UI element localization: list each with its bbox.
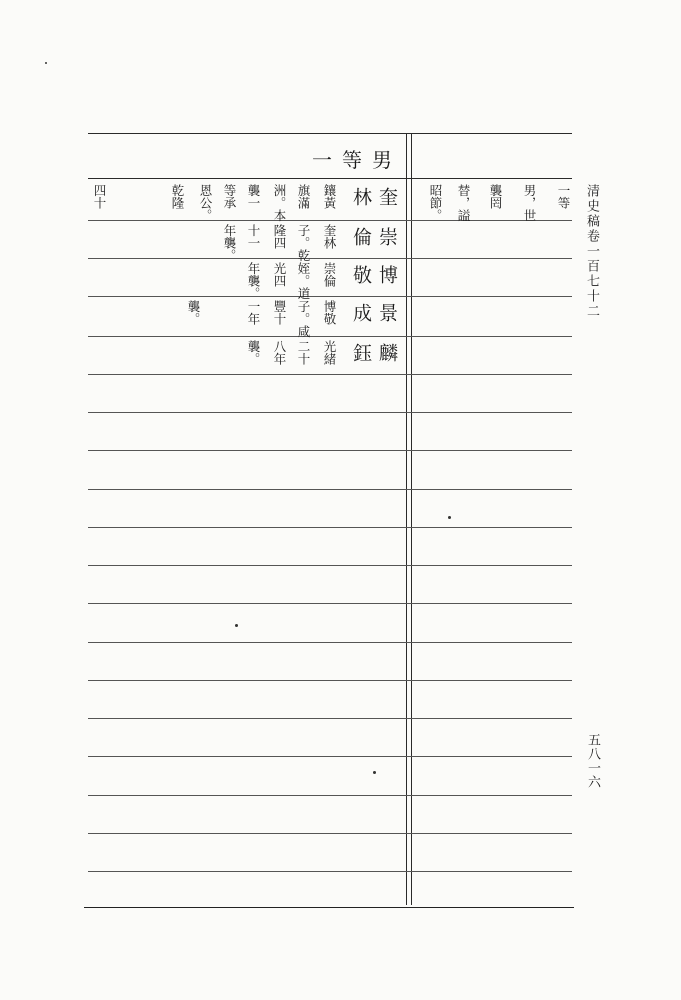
name-char: 景 xyxy=(376,303,398,322)
scan-speck xyxy=(448,516,451,519)
scan-speck xyxy=(235,624,238,627)
table-bottom-border xyxy=(84,907,574,908)
detail-line: 二十 xyxy=(296,340,311,365)
detail-line: 襲一 xyxy=(246,184,261,209)
row-rule xyxy=(88,450,572,451)
scan-speck xyxy=(45,62,47,64)
column-divider xyxy=(406,133,407,905)
right-line: 男，世 xyxy=(522,184,537,222)
name-char: 成 xyxy=(350,303,372,322)
detail-line: 襲。 xyxy=(186,300,201,325)
detail-line: 隆四 xyxy=(272,224,287,249)
scan-speck xyxy=(373,771,376,774)
running-title: 清史稿卷一百七十二 xyxy=(584,184,599,319)
table-row xyxy=(88,258,406,300)
detail-line: 子。咸 xyxy=(296,300,311,338)
name-char: 敬 xyxy=(350,265,372,284)
detail-line: 姪。道 xyxy=(296,262,311,300)
detail-line: 乾隆 xyxy=(170,184,185,209)
row-rule xyxy=(88,871,572,872)
name-char: 鈺 xyxy=(350,343,372,362)
row-rule xyxy=(88,412,572,413)
detail-line: 年襲。 xyxy=(222,224,237,262)
row-rule xyxy=(88,489,572,490)
right-column-entry xyxy=(424,184,570,220)
right-line: 昭節。 xyxy=(428,184,443,222)
table-row xyxy=(88,336,406,374)
detail-line: 旗滿 xyxy=(296,184,311,209)
detail-line: 光四 xyxy=(272,262,287,287)
detail-line: 光緒 xyxy=(322,340,337,365)
detail-line: 洲。本 xyxy=(272,184,287,222)
table-row xyxy=(88,296,406,336)
detail-line: 八年 xyxy=(272,340,287,365)
right-line: 替，謚 xyxy=(456,184,471,222)
table-top-border xyxy=(88,133,572,134)
detail-line: 博敬 xyxy=(322,300,337,325)
name-char: 奎 xyxy=(376,187,398,206)
detail-line: 四十 xyxy=(92,184,107,209)
right-line: 襲罔 xyxy=(488,184,503,209)
row-rule xyxy=(88,374,572,375)
row-rule xyxy=(88,680,572,681)
detail-line: 奎林 xyxy=(322,224,337,249)
detail-line: 鑲黃 xyxy=(322,184,337,209)
detail-line: 豐十 xyxy=(272,300,287,325)
row-rule xyxy=(88,756,572,757)
name-char: 麟 xyxy=(376,343,398,362)
header-title: 一等男 xyxy=(312,148,402,172)
name-char: 林 xyxy=(350,187,372,206)
detail-line: 一年 xyxy=(246,300,261,325)
row-rule xyxy=(88,718,572,719)
row-rule xyxy=(88,833,572,834)
name-char: 博 xyxy=(376,265,398,284)
row-rule xyxy=(88,795,572,796)
table-row xyxy=(88,180,406,220)
right-line: 一等 xyxy=(556,184,571,209)
column-divider-inner xyxy=(411,133,412,905)
detail-line: 年襲。 xyxy=(246,262,261,300)
detail-line: 子。乾 xyxy=(296,224,311,262)
name-char: 崇 xyxy=(376,227,398,246)
detail-line: 恩公。 xyxy=(198,184,213,222)
page-number: 五八一六 xyxy=(585,733,600,789)
table-row xyxy=(88,220,406,262)
header-divider xyxy=(88,178,572,179)
detail-line: 十一 xyxy=(246,224,261,249)
row-rule xyxy=(88,527,572,528)
detail-line: 崇倫 xyxy=(322,262,337,287)
row-rule xyxy=(88,642,572,643)
row-rule xyxy=(88,603,572,604)
detail-line: 等承 xyxy=(222,184,237,209)
name-char: 倫 xyxy=(350,227,372,246)
row-rule xyxy=(88,565,572,566)
detail-line: 襲。 xyxy=(246,340,261,365)
